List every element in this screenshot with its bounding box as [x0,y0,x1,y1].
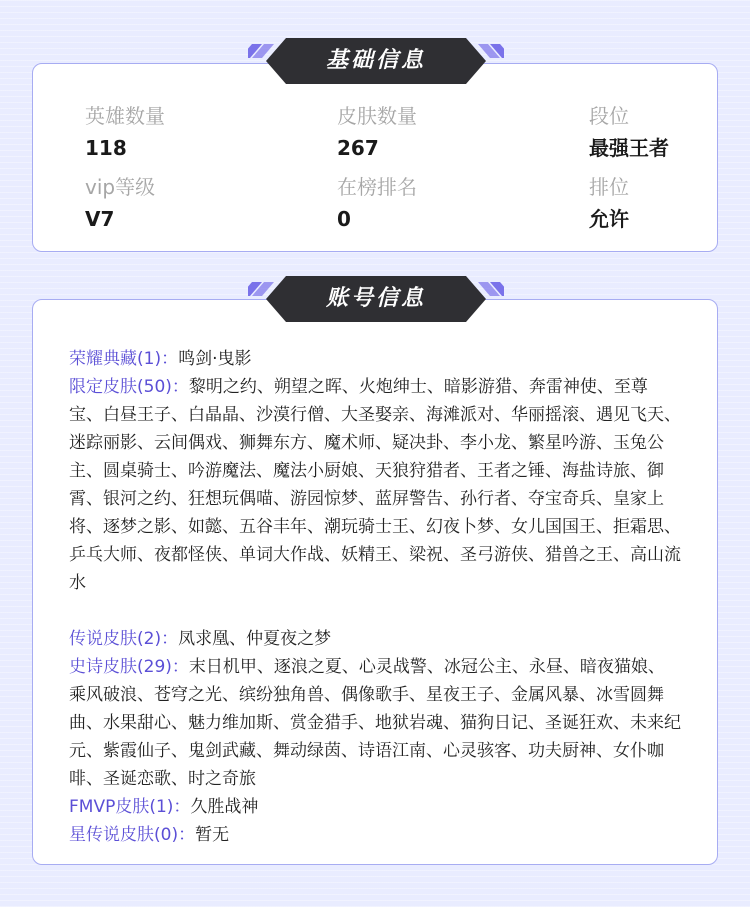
stat-ranked-allowed [589,175,629,231]
category-separator: ： [171,377,189,397]
stat-label: 皮肤数量 [337,104,417,128]
stat-hero-count [85,104,165,160]
stat-label: 在榜排名 [337,175,417,199]
stat-label: vip等级 [85,175,156,199]
stat-label: 排位 [589,175,629,199]
category-label: 荣耀典藏(1) [69,349,162,369]
stat-leaderboard-rank [337,175,417,231]
category-epic-skins [69,653,681,793]
category-separator: ： [178,825,196,845]
section-title: 基础信息 [325,48,426,73]
category-label: 传说皮肤(2) [69,629,162,649]
stat-vip-level [85,175,155,231]
stat-skin-count [337,104,417,160]
section-title: 账号信息 [325,286,426,311]
stat-value: 允许 [589,207,629,231]
category-separator: ： [171,657,189,677]
basic-info-banner [248,38,504,84]
category-label: 史诗皮肤(29) [69,657,172,677]
spacer [69,597,681,625]
category-legend-skins [69,625,681,653]
basic-info-card [32,63,718,252]
stat-value: 118 [85,136,127,160]
category-fmvp-skins [69,793,681,821]
category-separator: ： [173,797,191,817]
stat-rank-tier [589,104,669,160]
category-glory-collection [69,345,681,373]
category-label: FMVP皮肤(1) [69,797,174,817]
category-label: 星传说皮肤(0) [69,825,179,845]
category-separator: ： [161,349,179,369]
category-label: 限定皮肤(50) [69,377,172,397]
stat-value: 0 [337,207,351,231]
stat-label: 段位 [589,104,629,128]
category-separator: ： [161,629,179,649]
stat-value: V7 [85,207,115,231]
skin-list [69,345,681,849]
category-items: 末日机甲、逐浪之夏、心灵战警、冰冠公主、永昼、暗夜猫娘、乘风破浪、苍穹之光、缤纷独角兽、偶像歌手、星夜王子、金属风暴、冰雪圆舞曲、水果甜心、魅力维加斯、赏金猎手、地狱岩魂、猫狗日记、圣诞狂欢、未来纪元、紫霞仙子、鬼剑武藏、舞动绿茵、诗语江南、心灵骇客、功夫厨神、女仆咖啡、圣诞恋歌、时之奇旅 [69,657,681,789]
category-items: 鸣剑·曳影 [178,349,252,369]
account-info-card [32,299,718,865]
account-info-banner [248,276,504,322]
category-items: 黎明之约、朔望之晖、火炮绅士、暗影游猎、奔雷神使、至尊宝、白昼王子、白晶晶、沙漠行僧、大圣娶亲、海滩派对、华丽摇滚、遇见飞天、迷踪丽影、云间偶戏、狮舞东方、魔术师、疑决卦、李小龙、繁星吟游、玉兔公主、圆桌骑士、吟游魔法、魔法小厨娘、天狼狩猎者、王者之锤、海盐诗旅、御霄、银河之约、狂想玩偶喵、游园惊梦、蓝屏警告、孙行者、夺宝奇兵、皇家上将、逐梦之影、如懿、五谷丰年、潮玩骑士王、幻夜卜梦、女儿国国王、拒霜思、乒乓大师、夜都怪侠、单词大作战、妖精王、梁祝、圣弓游侠、猎兽之王、高山流水 [69,377,681,593]
stat-value: 最强王者 [589,136,669,160]
stat-label: 英雄数量 [85,104,165,128]
category-items: 久胜战神 [190,797,259,817]
category-star-legend-skins [69,821,681,849]
stat-value: 267 [337,136,379,160]
category-items: 凤求凰、仲夏夜之梦 [178,629,332,649]
category-items: 暂无 [195,825,230,845]
category-limited-skins [69,373,681,597]
